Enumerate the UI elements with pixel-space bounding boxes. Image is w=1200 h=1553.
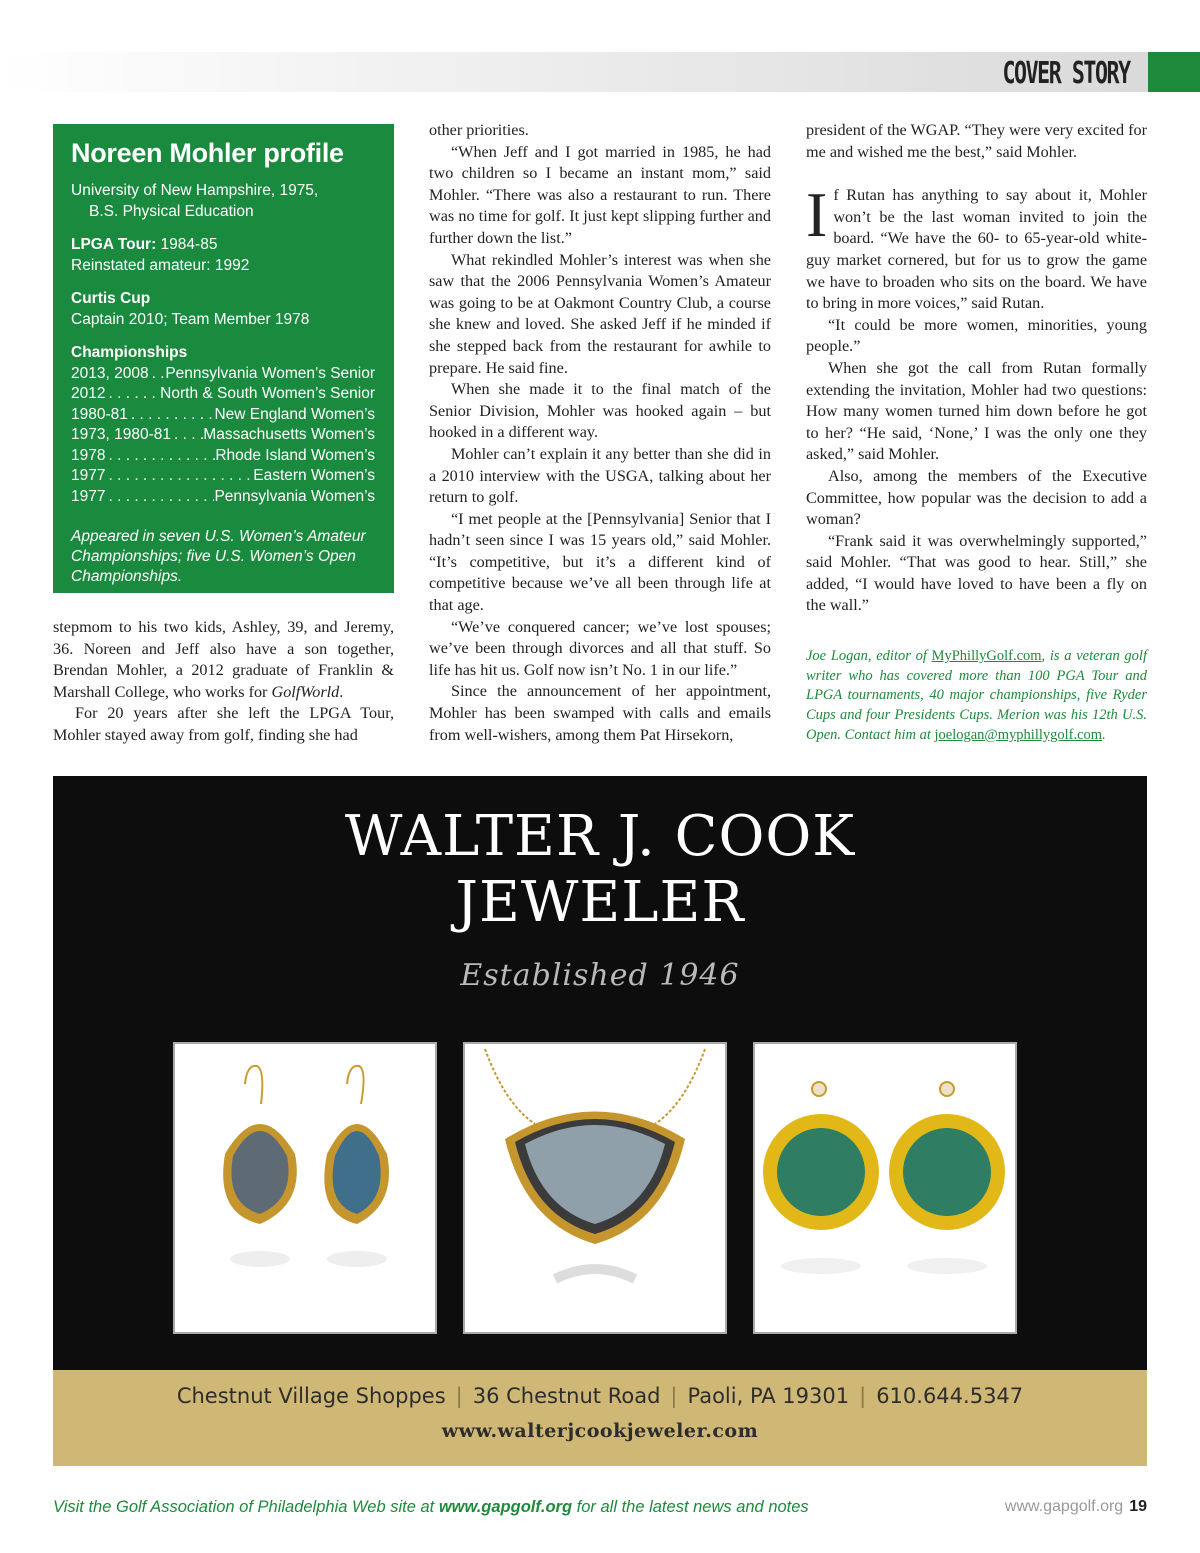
championship-year: 1973, 1980-81 [71, 426, 171, 443]
paragraph: When she made it to the final match of the Senior Division, Mohler was hooked again – but hooked in a different way. [429, 380, 771, 442]
gapgolf-link[interactable]: www.gapgolf.org [438, 1498, 573, 1516]
championship-year: 1980-81 [71, 405, 128, 423]
championship-year: 2013, 2008 [71, 364, 149, 382]
article-column-1 [53, 617, 394, 747]
championship-row [71, 384, 375, 405]
profile-title: Noreen Mohler profile [71, 138, 344, 168]
ad-website-link[interactable]: www.walterjcookjeweler.com [441, 1420, 759, 1442]
green-earrings-photo [753, 1042, 1017, 1334]
lpga-years: 1984-85 [156, 236, 218, 253]
author-email-link[interactable]: joelogan@myphillygolf.com [934, 726, 1103, 743]
paragraph: other priorities. [429, 121, 529, 139]
leader-dots [105, 466, 253, 487]
profile-box [53, 124, 394, 593]
paragraph: For 20 years after she left the LPGA Tour, Mohler stayed away from golf, finding she had [53, 704, 394, 744]
paragraph: stepmom to his two kids, Ashley, 39, and Jeremy, 36. Noreen and Jeff also have a son together, Brendan Mohler, a 2012 graduate of Franklin & Marshall College, who works for GolfWorld. [53, 618, 394, 701]
championship-event: Eastern Women’s [253, 467, 375, 484]
footer-promo: Visit the Golf Association of Philadelphia Web site at www.gapgolf.org for all the latest news and notes [53, 1498, 809, 1516]
author-byline: Joe Logan, editor of MyPhillyGolf.com, is a veteran golf writer who has covered more than 100 PGA Tour and LPGA tournaments, 40 major championships, five Ryder Cups and four Presidents Cups. Merion was his 12th U.S. Open. Contact him at joelogan@myphillygolf.com. [806, 648, 1147, 743]
jeweler-advertisement [53, 776, 1147, 1466]
lpga-label: LPGA Tour: [71, 236, 157, 253]
pendant-necklace-icon [485, 1049, 705, 1279]
championship-year: 1978 [71, 446, 106, 464]
established-text: Established 1946 [460, 958, 740, 993]
paragraph: “I met people at the [Pennsylvania] Senior that I hadn’t seen since I was 15 years old,” said Mohler. “It’s competitive, but it’s a different kind of competitive because we’ve all been through life at that age. [429, 509, 771, 615]
championship-row [71, 466, 375, 487]
lpga-line [71, 235, 376, 256]
paragraph: “It could be more women, minorities, young people.” [806, 315, 1147, 356]
paragraph: “We’ve conquered cancer; we’ve lost spouses; we’ve been through divorces and all that stuff. So life has hit us. Golf now isn’t No. 1 in our life.” [429, 617, 771, 679]
paragraph: Mohler can’t explain it any better than she did in a 2010 interview with the USGA, talking about her return to golf. [429, 444, 771, 507]
championships-label: Championships [71, 344, 188, 361]
championships-list [71, 364, 376, 508]
earrings-photo [173, 1042, 437, 1334]
leader-dots [171, 425, 203, 446]
paragraph: What rekindled Mohler’s interest was when she saw that the 2006 Pennsylvania Women’s Amateur was going to be at Oakmont Country Club, a course she knew and loved. She asked Jeff if he minded if she stepped back from the restaurant for awhile to prepare. He said fine. [429, 250, 771, 377]
championship-row [71, 364, 375, 385]
drop-earring-icon [223, 1066, 389, 1267]
championship-event: New England Women’s [214, 405, 375, 423]
myphillygolf-link[interactable]: MyPhillyGolf.com [931, 648, 1042, 665]
championship-event: North & South Women’s Senior [160, 385, 375, 402]
curtis-cup-detail: Captain 2010; Team Member 1978 [71, 310, 310, 328]
curtis-cup-label: Curtis Cup [71, 290, 151, 307]
championship-row [71, 446, 375, 467]
magazine-name: GolfWorld [271, 682, 340, 701]
leader-dots [149, 364, 166, 385]
paragraph: Since the announcement of her appointment, Mohler has been swamped with calls and emails from well-wishers, among them Pat Hirsekorn, [429, 682, 771, 744]
ad-contact-strip [53, 1370, 1147, 1466]
profile-note: Appeared in seven U.S. Women’s Amateur Championships; five U.S. Women’s Open Championships. [71, 528, 366, 585]
section-title: COVER STORY [1002, 56, 1130, 91]
ad-address: Chestnut Village Shoppes | 36 Chestnut Road | Paoli, PA 19301 | 610.644.5347 [176, 1384, 1024, 1408]
reinstated-line: Reinstated amateur: 1992 [71, 256, 250, 274]
paragraph-dropcap: If Rutan has anything to say about it, Mohler won’t be the last woman invited to join the board. “We have the 60- to 65-year-old white-guy market cornered, but for us to grow the game we have to broaden who sits on the board. We have to bring in more voices,” said Rutan. [806, 179, 1147, 313]
header-green-block [1148, 52, 1200, 92]
paragraph: When she got the call from Rutan formally extending the invitation, Mohler had two questions: How many women turned him down before he got to her? “He said, ‘None,’ I was the only one they asked,” said Mohler. [806, 358, 1147, 464]
article-column-2 [429, 120, 771, 746]
header-band [0, 52, 1148, 92]
championship-year: 1977 [71, 487, 106, 505]
championship-row [71, 405, 375, 426]
leader-dots [105, 384, 160, 405]
championship-year: 1977 [71, 467, 106, 484]
championship-year: 2012 [71, 385, 106, 402]
paragraph: president of the WGAP. “They were very excited for me and wished me the best,” said Mohler. [806, 121, 1147, 161]
footer-page-info [1005, 1498, 1147, 1516]
drop-cap: I [806, 179, 828, 251]
paragraph: “Frank said it was overwhelmingly supported,” said Mohler. “That was good to hear. Still,” she added, “I would have loved to have been a fly on the wall.” [806, 531, 1147, 615]
leader-dots [105, 446, 215, 467]
championship-row [71, 487, 375, 508]
leader-dots [128, 405, 215, 426]
jeweler-name-line2: JEWELER [455, 870, 745, 935]
page-number: 19 [1129, 1498, 1147, 1515]
championship-event: Massachusetts Women’s [203, 426, 375, 443]
necklace-photo [463, 1042, 727, 1334]
paragraph: Also, among the members of the Executive Committee, how popular was the decision to add a woman? [806, 466, 1147, 529]
round-earring-icon [763, 1082, 1005, 1274]
championship-event: Rhode Island Women’s [215, 446, 375, 464]
jeweler-name-line1: WALTER J. COOK [344, 804, 856, 869]
championship-event: Pennsylvania Women’s [214, 487, 375, 505]
championship-event: Pennsylvania Women’s Senior [165, 364, 375, 382]
education-line: University of New Hampshire, 1975, [71, 182, 319, 199]
championship-row [71, 425, 375, 446]
paragraph: “When Jeff and I got married in 1985, he had two children so I became an instant mom,” said Mohler. “There was also a restaurant to run. There was no time for golf. It just kept slipping further and further down the list.” [429, 142, 771, 247]
leader-dots [105, 487, 214, 508]
footer-site: www.gapgolf.org [1004, 1498, 1124, 1515]
article-column-3 [806, 120, 1147, 746]
education-degree: B.S. Physical Education [89, 202, 254, 220]
